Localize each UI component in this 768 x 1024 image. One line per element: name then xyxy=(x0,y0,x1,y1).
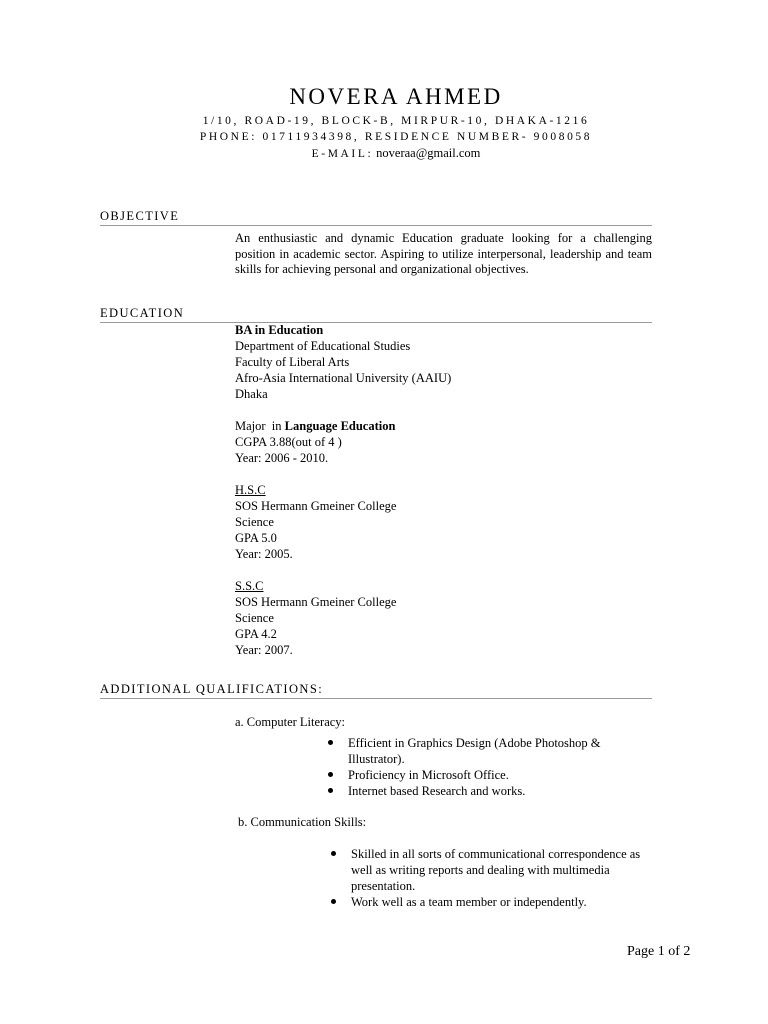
list-item: Work well as a team member or independently. xyxy=(331,894,653,910)
major-prefix: Major in xyxy=(235,419,285,433)
ssc-degree: S.S.C xyxy=(235,579,264,593)
email-value: noveraa@gmail.com xyxy=(376,146,481,160)
page-number: Page 1 of 2 xyxy=(627,944,691,959)
education-heading: EDUCATION xyxy=(100,305,652,323)
objective-text: An enthusiastic and dynamic Education graduate looking for a challenging position in academic sector. Aspiring to utilize interpersonal, leadership and team skills for achieving personal and organizational objectives. xyxy=(235,231,652,276)
list-item: Skilled in all sorts of communicational correspondence as well as writing reports and dealing with multimedia presentation. xyxy=(331,846,653,894)
ba-university: Afro-Asia International University (AAIU) xyxy=(235,371,452,385)
ba-city: Dhaka xyxy=(235,387,268,401)
list-item: Efficient in Graphics Design (Adobe Photoshop & Illustrator). xyxy=(328,735,628,767)
bullet-icon xyxy=(328,740,333,745)
bullet-icon xyxy=(331,851,336,856)
ssc-gpa: GPA 4.2 xyxy=(235,627,277,641)
spacer xyxy=(235,466,652,482)
ba-year: Year: 2006 - 2010. xyxy=(235,451,329,465)
ba-degree: BA in Education xyxy=(235,323,324,337)
ba-cgpa: CGPA 3.88(out of 4 ) xyxy=(235,435,342,449)
email-label: E-MAIL: xyxy=(311,148,374,160)
ba-department: Department of Educational Studies xyxy=(235,339,411,353)
hsc-gpa: GPA 5.0 xyxy=(235,531,277,545)
bullet-icon xyxy=(331,899,336,904)
email-line xyxy=(0,145,768,162)
additional-qualifications-heading: ADDITIONAL QUALIFICATIONS: xyxy=(100,681,652,699)
communication-skills-list xyxy=(331,846,653,910)
education-details xyxy=(235,322,652,658)
candidate-name: NOVERA AHMED xyxy=(289,84,503,109)
hsc-year: Year: 2005. xyxy=(235,547,293,561)
bullet-icon xyxy=(328,788,333,793)
hsc-degree: H.S.C xyxy=(235,483,266,497)
resume-header xyxy=(0,84,768,162)
communication-skills-label: b. Communication Skills: xyxy=(238,815,367,829)
hsc-group: Science xyxy=(235,515,274,529)
phone-line: PHONE: 01711934398, RESIDENCE NUMBER- 9008058 xyxy=(199,131,593,143)
major-name: Language Education xyxy=(284,419,396,433)
ba-major xyxy=(235,418,652,434)
ba-faculty: Faculty of Liberal Arts xyxy=(235,355,350,369)
computer-literacy-label: a. Computer Literacy: xyxy=(235,715,346,729)
list-item: Internet based Research and works. xyxy=(328,783,628,799)
ssc-group: Science xyxy=(235,611,274,625)
hsc-school: SOS Hermann Gmeiner College xyxy=(235,499,397,513)
spacer xyxy=(235,402,652,418)
bullet-icon xyxy=(328,772,333,777)
computer-literacy-list xyxy=(328,735,628,799)
spacer xyxy=(235,562,652,578)
address-line: 1/10, ROAD-19, BLOCK-B, MIRPUR-10, DHAKA-1216 xyxy=(202,115,590,127)
ssc-school: SOS Hermann Gmeiner College xyxy=(235,595,397,609)
ssc-year: Year: 2007. xyxy=(235,643,293,657)
objective-heading: OBJECTIVE xyxy=(100,208,652,226)
list-item: Proficiency in Microsoft Office. xyxy=(328,767,628,783)
